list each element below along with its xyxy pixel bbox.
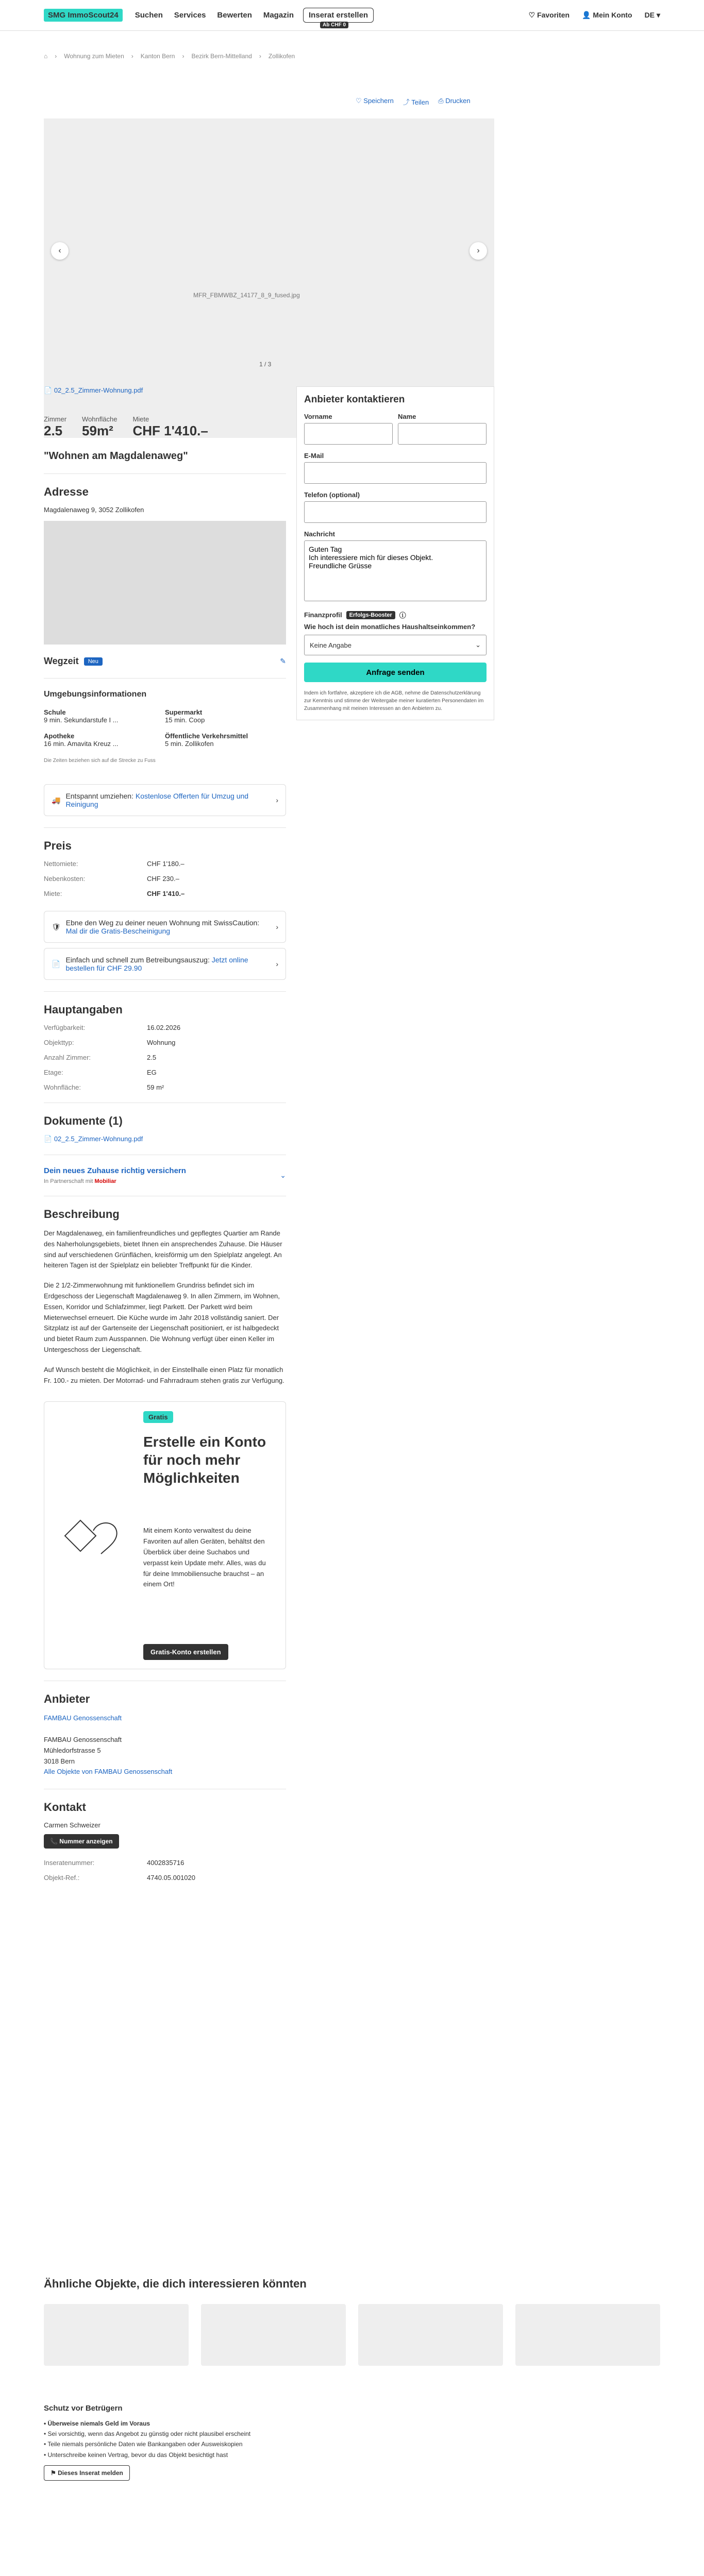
save-label: Speichern <box>363 97 394 105</box>
document-link-label: 02_2.5_Zimmer-Wohnung.pdf <box>54 386 143 394</box>
home-icon[interactable]: ⌂ <box>44 53 48 60</box>
data-value: 59 m² <box>147 1083 164 1091</box>
data-value: 16.02.2026 <box>147 1024 181 1031</box>
description-paragraph: Auf Wunsch besteht die Möglichkeit, in der Einstellhalle einen Platz für monatlich Fr. 100.- zu mieten. Der Motorrad- und Fahrradraum stehen gratis zur Verfügung. <box>44 1365 284 1384</box>
similar-listings <box>44 2277 660 2481</box>
firstname-label: Vorname <box>304 413 332 420</box>
document-icon: 📄 <box>52 959 61 968</box>
data-value: Wohnung <box>147 1039 176 1046</box>
provider-title: Anbieter <box>44 1692 90 1706</box>
income-select[interactable] <box>304 635 487 655</box>
card-link: Jetzt online bestellen für CHF 29.90 <box>65 956 248 972</box>
description-paragraph: Der Magdalenaweg, ein familienfreundliches und gepflegtes Quartier am Rande des Naherholungsgebiets, bietet Ihnen ein ansprechendes Zuhause. Die Häuser sind auf verschiedenen Grünflächen, kreisförmig um den Spielplatz angelegt. An heiteren Tagen ist der Spielplatz ein beliebter Treffpunkt für die Kinder. <box>44 1229 282 1269</box>
data-label: Objekttyp: <box>44 1039 74 1046</box>
documents-title: Dokumente (1) <box>44 1114 123 1127</box>
address-title: Adresse <box>44 485 89 498</box>
fact-rooms <box>44 415 66 439</box>
header-right <box>529 11 660 20</box>
main-data-title: Hauptangaben <box>44 1003 123 1016</box>
surrounding-value: 16 min. Amavita Kreuz ... <box>44 740 119 748</box>
save-button[interactable]: ♡ Speichern <box>356 97 394 105</box>
fact-label: Zimmer <box>44 415 67 423</box>
price-value: CHF 1'410.– <box>147 890 185 897</box>
provider-listings-link[interactable]: Alle Objekte von FAMBAU Genossenschaft <box>44 1768 173 1776</box>
surrounding-item <box>165 708 286 724</box>
ref-value: 4740.05.001020 <box>147 1874 195 1882</box>
nav-services[interactable]: Services <box>174 11 206 20</box>
price-label: Nettomiete: <box>44 860 78 868</box>
provider-name: FAMBAU Genossenschaft <box>44 1735 122 1743</box>
phone-label: Telefon (optional) <box>304 491 360 499</box>
listing-reference <box>44 1859 286 1882</box>
income-selected: Keine Angabe <box>310 641 351 649</box>
moving-card-link: Kostenlose Offerten für Umzug und Reinigung <box>65 792 249 808</box>
print-label: Drucken <box>445 97 471 105</box>
surrounding-value: 9 min. Sekundarstufe I ... <box>44 716 119 724</box>
fraud-item: • Teile niemals persönliche Daten wie Bankangaben oder Ausweiskopien <box>44 2441 243 2448</box>
listing-actions <box>356 97 471 107</box>
fraud-item-text: Teile niemals persönliche Daten wie Bankangaben oder Ausweiskopien <box>47 2441 243 2448</box>
moving-card-text: Entspannt umziehen: <box>65 792 133 800</box>
similar-title: Ähnliche Objekte, die dich interessieren könnten <box>44 2277 307 2290</box>
surrounding-item <box>165 732 286 748</box>
create-account-button[interactable]: Gratis-Konto erstellen <box>143 1644 228 1660</box>
free-badge: Gratis <box>143 1411 173 1423</box>
hearts-hands-illustration <box>49 1500 137 1572</box>
surrounding-value: 15 min. Coop <box>165 716 205 724</box>
gallery-counter: 1 / 3 <box>259 361 272 368</box>
lastname-field[interactable] <box>398 423 487 445</box>
data-label: Verfügbarkeit: <box>44 1024 86 1031</box>
form-title: Anbieter kontaktieren <box>304 394 405 405</box>
wegzeit-label: Wegzeit <box>44 656 79 666</box>
data-label: Anzahl Zimmer: <box>44 1054 91 1061</box>
price-title: Preis <box>44 839 72 852</box>
debt-extract-card[interactable] <box>44 948 286 980</box>
nav-suchen[interactable]: Suchen <box>135 11 163 20</box>
income-question: Wie hoch ist dein monatliches Haushaltseinkommen? <box>304 623 476 631</box>
moving-offer-card[interactable] <box>44 784 286 816</box>
data-value: EG <box>147 1069 157 1076</box>
fact-area <box>82 415 117 439</box>
gallery-next-button[interactable]: › <box>470 242 487 260</box>
document-link-top[interactable]: 📄 02_2.5_Zimmer-Wohnung.pdf <box>44 386 143 394</box>
surrounding-label: Apotheke <box>44 732 75 740</box>
promo-text: Mit einem Konto verwaltest du deine Favoriten auf allen Geräten, behältst den Überblick über deine Suchabos und verpasst kein Update mehr. Alles, was du für deine Immobiliensuche brauchst – an einem Ort! <box>143 1527 266 1588</box>
card-text: Einfach und schnell zum Betreibungsauszug: <box>65 956 210 964</box>
info-icon[interactable]: ⓘ <box>399 612 406 619</box>
fraud-protection <box>44 2402 660 2481</box>
fact-rent <box>132 415 208 439</box>
account-promo <box>44 1401 286 1669</box>
shield-icon: 🛡 <box>52 922 61 931</box>
provider-city: 3018 Bern <box>44 1757 75 1765</box>
document-file-label: 02_2.5_Zimmer-Wohnung.pdf <box>54 1135 143 1143</box>
insert-listing-button[interactable] <box>303 8 374 28</box>
contact-title: Kontakt <box>44 1801 86 1814</box>
booster-badge: Erfolgs-Booster <box>346 611 395 619</box>
send-request-button[interactable]: Anfrage senden <box>304 663 487 682</box>
ref-value: 4002835716 <box>147 1859 185 1867</box>
print-button[interactable]: ⎙ Drucken <box>438 97 471 105</box>
document-link[interactable]: 📄 02_2.5_Zimmer-Wohnung.pdf <box>44 1135 143 1143</box>
wegzeit-row <box>44 656 286 667</box>
account-link[interactable]: 👤 Mein Konto <box>582 11 632 19</box>
price-value: CHF 230.– <box>147 875 179 883</box>
share-label: Teilen <box>411 98 429 106</box>
listing-title: "Wohnen am Magdalenaweg" <box>44 450 188 462</box>
favorites-label: Favoriten <box>537 11 570 19</box>
account-label: Mein Konto <box>593 11 632 19</box>
insert-listing-label: Inserat erstellen <box>309 11 368 20</box>
report-label: Dieses Inserat melden <box>58 2469 123 2477</box>
surrounding-value: 5 min. Zollikofen <box>165 740 214 748</box>
data-label: Etage: <box>44 1069 63 1076</box>
surroundings-note: Die Zeiten beziehen sich auf die Strecke zu Fuss <box>44 758 156 764</box>
insurance-title: Dein neues Zuhause richtig versichern <box>44 1166 186 1175</box>
new-badge: Neu <box>84 657 103 666</box>
listing-details <box>44 386 286 1882</box>
chevron-down-icon: ⌄ <box>280 1171 286 1179</box>
description-text <box>44 1228 286 1386</box>
surrounding-label: Schule <box>44 708 66 716</box>
main-nav <box>135 11 303 20</box>
description-paragraph: Die 2 1/2-Zimmerwohnung mit funktionellem Grundriss befindet sich im Erdgeschoss der Liegenschaft Magdalenaweg 9. In allen Zimmern, im Wohnen, Essen, Korridor und Schlafzimmer, liegt Parkett. Der Parkett wird beim Mieterwechsel erneuert. Die Küche wurde im Jahr 2018 vollständig saniert. Der Sitzplatz ist auf der Gartenseite der Liegenschaft positioniert, er ist halbgedeckt und bietet Raum zum Ausspannen. Die Wohnung verfügt über einen Keller im Untergeschoss der Liegenschaft. <box>44 1281 280 1353</box>
price-label: Nebenkosten: <box>44 875 86 883</box>
message-field[interactable] <box>304 540 487 601</box>
breadcrumb-item[interactable]: Zollikofen <box>268 53 295 60</box>
similar-card[interactable] <box>358 2304 503 2366</box>
fraud-item-text: Überweise niemals Geld im Voraus <box>47 2419 150 2427</box>
chevron-down-icon: ⌄ <box>475 641 481 649</box>
key-facts <box>44 415 286 439</box>
edit-icon[interactable]: ✎ <box>280 657 286 665</box>
contact-person: Carmen Schweizer <box>44 1821 100 1829</box>
similar-card[interactable] <box>515 2304 660 2366</box>
show-number-label: Nummer anzeigen <box>59 1838 113 1845</box>
message-label: Nachricht <box>304 530 335 538</box>
main-data-table <box>44 1024 286 1091</box>
immoscout-logo[interactable]: SMG ImmoScout24 <box>44 9 123 22</box>
surrounding-label: Öffentliche Verkehrsmittel <box>165 732 248 740</box>
address-line: Magdalenaweg 9, 3052 Zollikofen <box>44 506 144 514</box>
description-title: Beschreibung <box>44 1208 120 1221</box>
data-label: Wohnfläche: <box>44 1083 81 1091</box>
report-listing-button[interactable]: ⚑ Dieses Inserat melden <box>44 2465 130 2481</box>
image-caption: MFR_FBMWBZ_14177_8_9_fused.jpg <box>193 292 300 299</box>
fraud-item: • Unterschreibe keinen Vertrag, bevor du das Objekt besichtigt hast <box>44 2451 228 2459</box>
nav-bewerten[interactable]: Bewerten <box>217 11 252 20</box>
nav-magazin[interactable]: Magazin <box>263 11 294 20</box>
top-navigation <box>0 0 704 31</box>
chevron-right-icon: › <box>276 796 278 804</box>
breadcrumb: ⌂ › Wohnung zum Mieten › Kanton Bern › Bezirk Bern-Mittelland › Zollikofen <box>44 53 295 60</box>
fraud-item-text: Sei vorsichtig, wenn das Angebot zu günstig oder nicht plausibel erscheint <box>47 2430 251 2437</box>
ref-label: Objekt-Ref.: <box>44 1874 80 1882</box>
phone-field[interactable] <box>304 501 487 523</box>
provider-street: Mühledorfstrasse 5 <box>44 1746 101 1754</box>
similar-card[interactable] <box>201 2304 346 2366</box>
finance-profile-row <box>304 610 487 620</box>
share-button[interactable]: ⤴ Teilen <box>403 98 429 106</box>
language-label: DE <box>644 11 655 19</box>
provider-logo[interactable]: FAMBAU Genossenschaft <box>44 1714 122 1722</box>
fact-label: Miete <box>132 415 149 423</box>
insurance-partner-text: In Partnerschaft mit <box>44 1178 93 1184</box>
fact-value: 2.5 <box>44 423 63 438</box>
fact-label: Wohnfläche <box>82 415 118 423</box>
card-link: Mal dir die Gratis-Bescheinigung <box>65 927 171 935</box>
lastname-label: Name <box>398 413 416 420</box>
legal-text: Indem ich fortfahre, akzeptiere ich die AGB, nehme die Datenschutzerklärung zur Kenntnis und stimme der Weitergabe meiner kuratierten Personendaten im Zusammenhang mit meinen Interessen an den Anbietern zu. <box>304 690 484 711</box>
location-map[interactable] <box>44 521 286 645</box>
language-selector[interactable]: DE ▾ <box>644 11 660 19</box>
surrounding-label: Supermarkt <box>165 708 203 716</box>
ref-label: Inseratenummer: <box>44 1859 95 1867</box>
fact-value: CHF 1'410.– <box>132 423 208 438</box>
card-text: Ebne den Weg zu deiner neuen Wohnung mit SwissCaution: <box>65 919 260 927</box>
similar-card[interactable] <box>44 2304 189 2366</box>
contact-form <box>296 386 494 720</box>
price-label: Miete: <box>44 890 62 897</box>
fraud-item: • Überweise niemals Geld im Voraus <box>44 2419 150 2427</box>
mobiliar-logo: Mobiliar <box>94 1178 116 1184</box>
provider-info <box>44 1713 286 1777</box>
surrounding-item <box>44 708 165 724</box>
breadcrumb-item[interactable]: Kanton Bern <box>140 53 175 60</box>
truck-icon: 🚚 <box>52 795 61 804</box>
price-value: CHF 1'180.– <box>147 860 185 868</box>
chevron-right-icon: › <box>276 923 278 931</box>
breadcrumb-item[interactable]: Bezirk Bern-Mittelland <box>191 53 252 60</box>
data-value: 2.5 <box>147 1054 157 1061</box>
breadcrumb-item[interactable]: Wohnung zum Mieten <box>64 53 124 60</box>
price-table <box>44 860 286 897</box>
email-label: E-Mail <box>304 452 324 460</box>
swisscaution-card[interactable] <box>44 911 286 943</box>
surrounding-item <box>44 732 165 748</box>
email-field[interactable] <box>304 462 487 484</box>
firstname-field[interactable] <box>304 423 393 445</box>
fraud-item: • Sei vorsichtig, wenn das Angebot zu günstig oder nicht plausibel erscheint <box>44 2430 251 2437</box>
insert-price-badge: Ab CHF 0 <box>320 22 348 28</box>
fraud-item-text: Unterschreibe keinen Vertrag, bevor du das Objekt besichtigt hast <box>47 2451 228 2459</box>
insurance-box[interactable] <box>44 1166 286 1184</box>
show-number-button[interactable]: 📞 Nummer anzeigen <box>44 1834 119 1849</box>
chevron-right-icon: › <box>276 960 278 968</box>
gallery-prev-button[interactable]: ‹ <box>51 242 69 260</box>
fraud-title: Schutz vor Betrügern <box>44 2404 123 2413</box>
finance-profile-label: Finanzprofil <box>304 611 342 619</box>
favorites-link[interactable]: ♡ Favoriten <box>528 11 570 19</box>
surroundings-title: Umgebungsinformationen <box>44 690 147 699</box>
surroundings-grid <box>44 708 286 748</box>
fact-value: 59m² <box>82 423 113 438</box>
promo-title: Erstelle ein Konto für noch mehr Möglichkeiten <box>143 1434 266 1486</box>
